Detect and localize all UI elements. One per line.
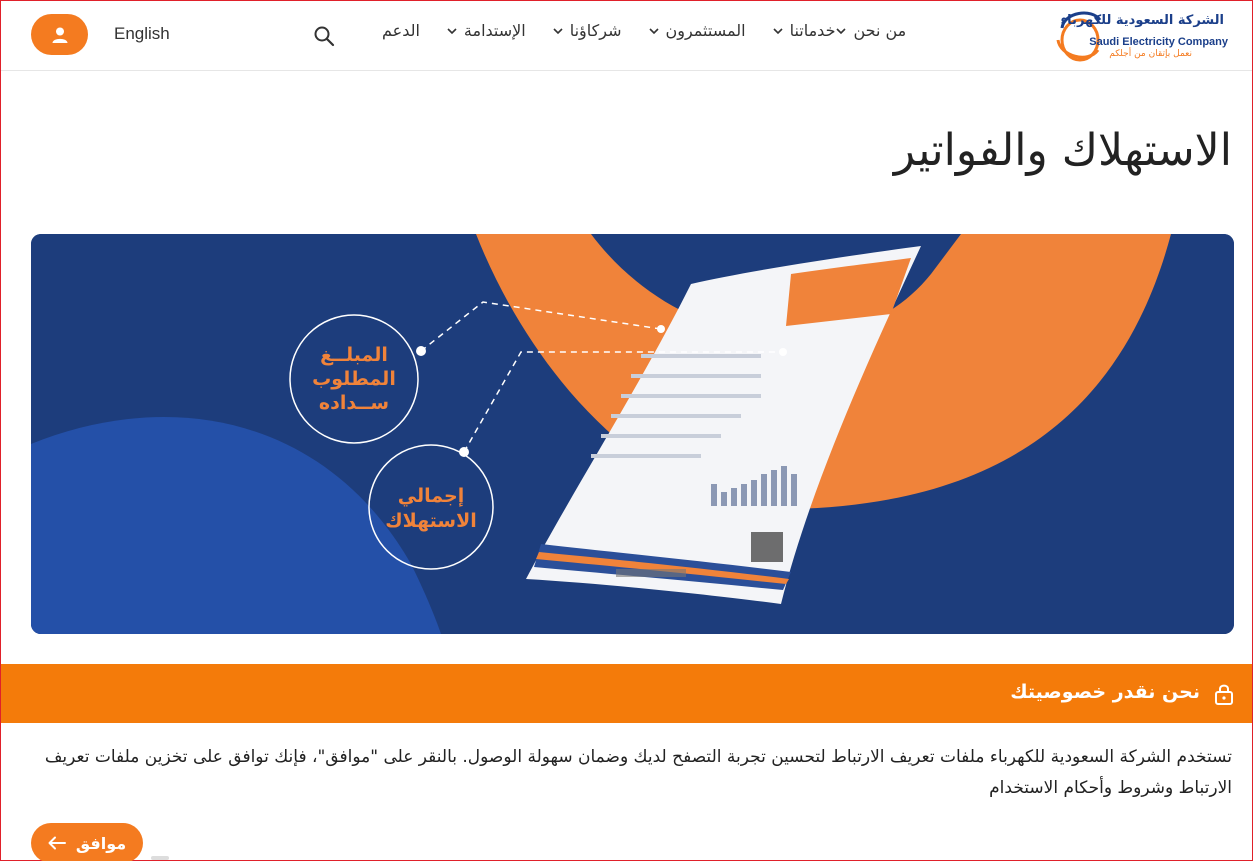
scroll-indicator	[151, 856, 169, 860]
nav-item-3[interactable]	[648, 21, 746, 40]
nav-item-5[interactable]	[446, 21, 526, 40]
hero-illustration	[31, 234, 1234, 634]
nav-item-label: الإستدامة	[463, 21, 526, 40]
arrow-left-icon	[48, 836, 66, 850]
chevron-down-icon	[835, 25, 847, 37]
circle-amount-line-3: ســداده	[318, 392, 390, 414]
circle-consumption-line-2: الاستهلاك	[385, 510, 477, 532]
chevron-down-icon	[648, 25, 660, 37]
lock-icon	[1214, 683, 1234, 705]
nav-item-label: خدماتنا	[789, 21, 836, 40]
user-icon	[51, 26, 69, 44]
nav-item-label: الدعم	[382, 21, 420, 40]
logo-arabic-name: الشركة السعودية للكهرباء	[1060, 13, 1224, 28]
account-button[interactable]	[31, 14, 88, 55]
main-nav	[356, 21, 906, 40]
circle-consumption-line-1: إجمالي	[397, 485, 465, 507]
hero-banner	[31, 234, 1234, 634]
nav-item-6[interactable]	[382, 21, 420, 40]
nav-item-2[interactable]	[772, 21, 836, 40]
nav-item-label: شركاؤنا	[569, 21, 622, 40]
logo-tagline: نعمل بإتقان من أجلكم	[1109, 49, 1192, 59]
agree-button[interactable]	[31, 823, 143, 861]
chevron-down-icon	[552, 25, 564, 37]
chevron-down-icon	[446, 25, 458, 37]
nav-item-label: المستثمرون	[665, 21, 746, 40]
nav-item-label: من نحن	[853, 21, 907, 40]
nav-item-4[interactable]	[552, 21, 622, 40]
cookie-title: نحن نقدر خصوصيتك	[1010, 681, 1200, 703]
circle-amount-line-2: المطلوب	[312, 368, 396, 390]
agree-button-label: موافق	[75, 833, 127, 853]
search-icon[interactable]	[313, 25, 335, 47]
page-title: الاستهلاك والفواتير	[893, 125, 1232, 176]
chevron-down-icon	[772, 25, 784, 37]
circle-amount-line-1: المبلــغ	[320, 344, 388, 366]
nav-item-1[interactable]	[835, 21, 906, 40]
language-switch-link[interactable]: English	[114, 24, 170, 43]
logo-english-name: Saudi Electricity Company	[1089, 36, 1228, 48]
site-header	[1, 1, 1252, 71]
cookie-banner-header	[1, 664, 1252, 723]
cookie-message: تستخدم الشركة السعودية للكهرباء ملفات تعريف الارتباط لتحسين تجربة التصفح لديك وضمان سهولة الوصول. بالنقر على "موافق"، فإنك توافق على تخزين ملفات تعريف الارتباط وشروط وأحكام الاستخدام	[44, 747, 1232, 798]
